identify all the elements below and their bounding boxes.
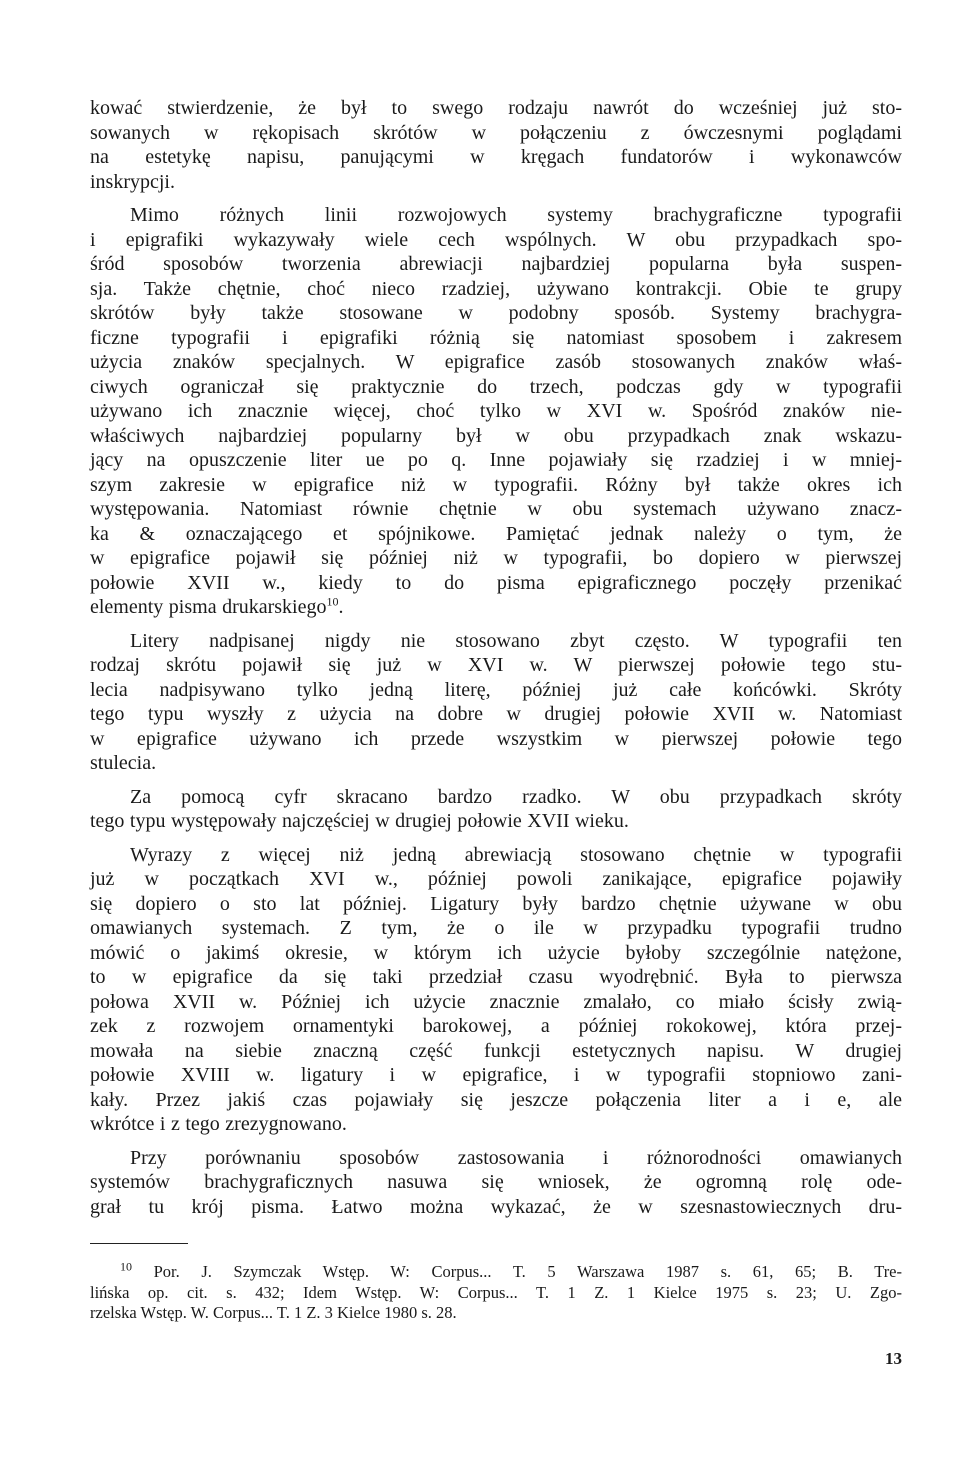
- text-line: sja. Także chętnie, choć nieco rzadziej, używano kontrakcji. Obie te grupy: [90, 277, 902, 300]
- text-line: lecia nadpisywano tylko jedną literę, później już całe końcówki. Skróty: [90, 678, 902, 701]
- text-line: inskrypcji.: [90, 170, 175, 193]
- text-line: skrótów były także stosowane w podobny sposób. Systemy brachygra-: [90, 302, 902, 324]
- paragraph: [90, 1146, 902, 1220]
- text-line: w epigrafice używano ich przede wszystkim w pierwszej połowie tego: [90, 727, 902, 750]
- text-line: kować stwierdzenie, że był to swego rodzaju nawrót do wcześniej już sto-: [90, 97, 902, 119]
- paragraph: [90, 96, 902, 194]
- text-line: kały. Przez jakiś czas pojawiały się jeszcze połączenia liter a i e, ale: [90, 1088, 902, 1111]
- text-line: zek z rozwojem ornamentyki barokowej, a później rokokowej, która przej-: [90, 1015, 902, 1037]
- footnote-text: Por. J. Szymczak Wstęp. W: Corpus... T. 5 Warszawa 1987 s. 61, 65; B. Tre-: [153, 1262, 903, 1281]
- footnote-line: [90, 1303, 902, 1324]
- text-line: Litery nadpisanej nigdy nie stosowano zbyt często. W typografii ten: [130, 629, 902, 652]
- text-line: użycia znaków specjalnych. W epigrafice zasób stosowanych znaków właś-: [90, 351, 902, 373]
- footnote-reference: 10: [326, 594, 339, 609]
- text-line: grał tu krój pisma. Łatwo można wykazać, że w szesnastowiecznych dru-: [90, 1195, 902, 1218]
- text-line: tego typu wyszły z użycia na dobre w drugiej połowie XVII w. Natomiast: [90, 703, 902, 725]
- text-line: i epigrafiki wykazywały wiele cech wspólnych. W obu przypadkach spo-: [90, 228, 902, 251]
- text-line: mówić o jakimś okresie, w którym ich użycie byłoby szczególnie natężone,: [90, 941, 902, 964]
- text-line: to w epigrafice da się taki przedział czasu wyodrębnić. Była to pierwsza: [90, 966, 902, 988]
- text-line: się dopiero o sto lat później. Ligatury były bardzo chętnie używane w obu: [90, 892, 902, 915]
- paragraph: [90, 843, 902, 1137]
- footnote-text: lińska op. cit. s. 432; Idem Wstęp. W: Corpus... T. 1 Z. 1 Kielce 1975 s. 23; U. Zgo-: [90, 1282, 902, 1302]
- page-number: 13: [885, 1349, 902, 1368]
- text-line: połowa XVII w. Później ich użycie znacznie zmalało, co miało ścisły zwią-: [90, 990, 902, 1013]
- footnote-number: 10: [120, 1259, 132, 1274]
- text-line: połowie XVII w., kiedy to do pisma epigraficznego poczęły przenikać: [90, 571, 902, 594]
- text-line: mowała na siebie znaczną część funkcji estetycznych napisu. W drugiej: [90, 1039, 902, 1062]
- text-line: występowania. Natomiast równie chętnie w obu systemach używano znacz-: [90, 498, 902, 520]
- text-line: systemów brachygraficznych nasuwa się wniosek, że ogromną rolę ode-: [90, 1171, 902, 1193]
- paragraph: [90, 629, 902, 776]
- text-line: śród sposobów tworzenia abrewiacji najbardziej popularna była suspen-: [90, 253, 902, 275]
- paragraph: [90, 203, 902, 620]
- text-line: właściwych najbardziej popularny był w obu przypadkach znak wskazu-: [90, 424, 902, 447]
- body-text: [90, 96, 902, 1219]
- text-line: używano ich znacznie więcej, choć tylko w XVI w. Spośród znaków nie-: [90, 400, 902, 422]
- text-line: omawianych systemach. Z tym, że o ile w przypadku typografii trudno: [90, 917, 902, 939]
- text-line: Mimo różnych linii rozwojowych systemy brachygraficzne typografii: [130, 204, 902, 226]
- paragraph: [90, 785, 902, 834]
- text-line: rodzaj skrótu pojawił się już w XVI w. W pierwszej połowie tego stu-: [90, 654, 902, 676]
- text-line: ka & oznaczającego et spójnikowe. Pamiętać jednak należy o tym, że: [90, 522, 902, 545]
- text-line: jący na opuszczenie liter ue po q. Inne pojawiały się rzadziej i w mniej-: [90, 449, 902, 471]
- text-line: szym zakresie w epigrafice niż w typografii. Różny był także okres ich: [90, 473, 902, 496]
- footnote-text: rzelska Wstęp. W. Corpus... T. 1 Z. 3 Kielce 1980 s. 28.: [90, 1303, 457, 1322]
- text-line: tego typu występowały najczęściej w drugiej połowie XVII wieku.: [90, 810, 629, 832]
- text-line: już w początkach XVI w., później powoli zanikające, epigrafice pojawiły: [90, 868, 902, 890]
- text-line: sowanych w rękopisach skrótów w połączeniu z ówczesnymi poglądami: [90, 121, 902, 144]
- text-line: Przy porównaniu sposobów zastosowania i różnorodności omawianych: [130, 1146, 902, 1169]
- footnote-line: [90, 1259, 903, 1283]
- text-line: elementy pisma drukarskiego$^{10}$.: [90, 594, 344, 618]
- footnote-separator: [90, 1243, 188, 1244]
- text-line: stulecia.: [90, 752, 157, 774]
- footnote: [90, 1259, 903, 1324]
- text-line: w epigrafice pojawił się później niż w typografii, bo dopiero w pierwszej: [90, 547, 902, 569]
- text-line: na estetykę napisu, panującymi w kręgach fundatorów i wykonawców: [90, 146, 902, 168]
- text-line: ficzne typografii i epigrafiki różnią się natomiast sposobem i zakresem: [90, 326, 902, 349]
- footnote-line: [90, 1283, 902, 1304]
- text-line: Za pomocą cyfr skracano bardzo rzadko. W obu przypadkach skróty: [130, 785, 902, 808]
- text-line: Wyrazy z więcej niż jedną abrewiacją stosowano chętnie w typografii: [130, 843, 902, 866]
- text-line: połowie XVIII w. ligatury i w epigrafice, i w typografii stopniowo zani-: [90, 1064, 902, 1086]
- text-line: wkrótce i z tego zrezygnowano.: [90, 1113, 347, 1135]
- text-line: ciwych ograniczał się praktycznie do trzech, podczas gdy w typografii: [90, 375, 902, 398]
